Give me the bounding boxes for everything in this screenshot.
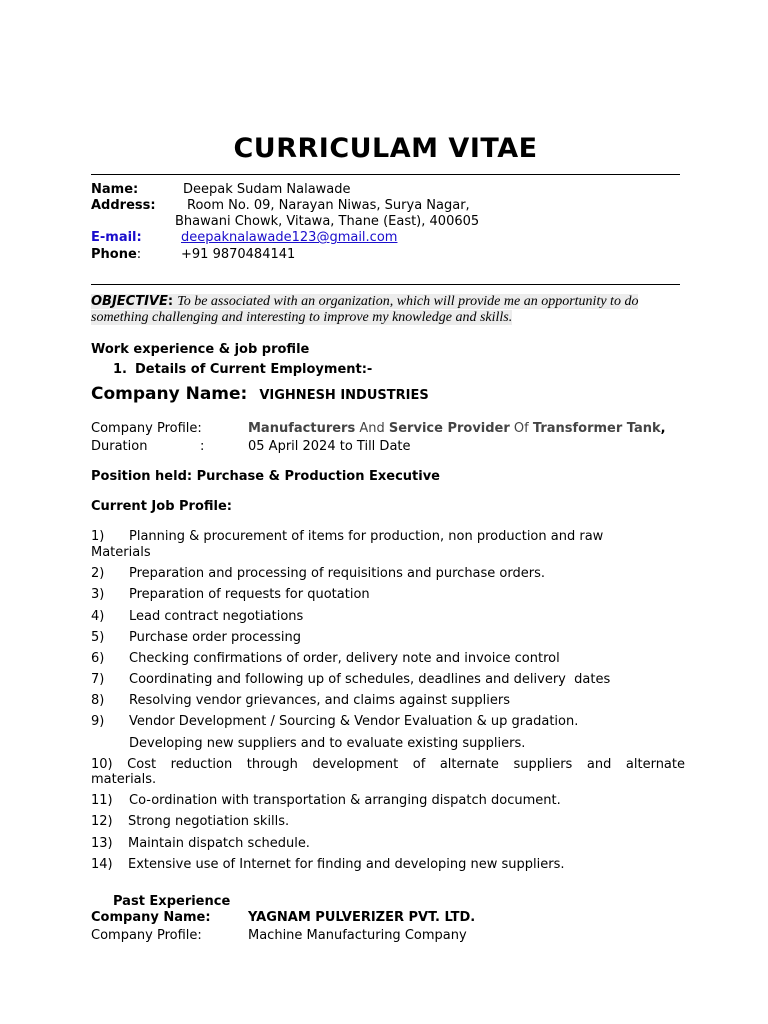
name-label: Name: — [91, 182, 139, 197]
list-item-14-text: Extensive use of Internet for finding and developing new suppliers. — [128, 857, 565, 872]
company-profile-label: Company Profile: — [91, 421, 202, 436]
address-line-2: Bhawani Chowk, Vitawa, Thane (East), 400605 — [175, 214, 480, 229]
list-item-continuation: Materials — [91, 545, 151, 560]
profile-part-6: , — [660, 421, 666, 436]
email-label: E-mail: — [91, 230, 142, 245]
profile-part-4: Of — [513, 421, 529, 436]
past-profile-label: Company Profile: — [91, 928, 202, 943]
profile-part-3: Service Provider — [388, 421, 510, 436]
list-item-number: 9) — [91, 714, 105, 729]
objective-text-2: something challenging and interesting to improve my knowledge and skills. — [91, 310, 513, 325]
list-item-14-number: 14) — [91, 857, 113, 872]
name-value: Deepak Sudam Nalawade — [183, 182, 351, 197]
list-item-text: Developing new suppliers and to evaluate existing suppliers. — [129, 736, 526, 751]
document-title: CURRICULAM VITAE — [233, 133, 538, 164]
list-item-number: 1) — [91, 529, 105, 544]
position-held: Position held: Purchase & Production Executive — [91, 469, 440, 484]
list-item — [91, 529, 685, 563]
objective-colon: : — [167, 294, 174, 309]
list-item-12-text: Strong negotiation skills. — [128, 814, 290, 829]
list-item-13-text: Maintain dispatch schedule. — [128, 836, 310, 851]
list-item-text: Lead contract negotiations — [129, 609, 304, 624]
company-profile-value — [248, 421, 666, 436]
profile-part-1: Manufacturers — [248, 421, 356, 436]
list-item-text: Planning & procurement of items for production, non production and raw — [129, 529, 604, 544]
list-item-10-line-2: materials. — [91, 772, 157, 787]
objective-section — [91, 294, 685, 326]
job-profile-heading: Current Job Profile: — [91, 499, 233, 514]
duration-value: 05 April 2024 to Till Date — [248, 439, 411, 454]
past-experience-heading: Past Experience — [113, 894, 231, 909]
list-item-number: 8) — [91, 693, 105, 708]
current-employment-num: 1. — [113, 362, 127, 377]
objective-line-1 — [91, 294, 638, 309]
phone-label — [91, 247, 141, 262]
title-divider — [91, 174, 680, 175]
phone-label-colon: : — [136, 247, 142, 262]
list-item-number: 2) — [91, 566, 105, 581]
email-link[interactable]: deepaknalawade123@gmail.com — [181, 230, 398, 245]
address-label: Address: — [91, 198, 156, 213]
duration-colon: : — [200, 439, 205, 454]
work-heading: Work experience & job profile — [91, 342, 310, 357]
list-item-11-text: Co-ordination with transportation & arranging dispatch document. — [129, 793, 561, 808]
list-item-number: 4) — [91, 609, 105, 624]
list-item-13-number: 13) — [91, 836, 113, 851]
list-item-text: Purchase order processing — [129, 630, 302, 645]
phone-label-text: Phone — [91, 247, 137, 262]
company-name-value: VIGHNESH INDUSTRIES — [259, 388, 429, 403]
list-item-11-number: 11) — [91, 793, 113, 808]
list-item-number: 5) — [91, 630, 105, 645]
profile-part-2: And — [359, 421, 385, 436]
list-item-text: Checking confirmations of order, delivery note and invoice control — [129, 651, 560, 666]
list-item-text: Preparation and processing of requisitions and purchase orders. — [129, 566, 545, 581]
company-name-row — [91, 384, 429, 404]
list-item-12-number: 12) — [91, 814, 113, 829]
past-company-name: YAGNAM PULVERIZER PVT. LTD. — [248, 910, 476, 925]
current-employment-heading: Details of Current Employment:- — [135, 362, 373, 377]
past-profile-value: Machine Manufacturing Company — [248, 928, 467, 943]
list-item-text: Coordinating and following up of schedules, deadlines and delivery dates — [129, 672, 611, 687]
list-item-text: Resolving vendor grievances, and claims against suppliers — [129, 693, 511, 708]
phone-value: +91 9870484141 — [181, 247, 296, 262]
list-item-number: 3) — [91, 587, 105, 602]
objective-label: OBJECTIVE — [91, 294, 168, 309]
duration-label: Duration — [91, 439, 148, 454]
address-line-1: Room No. 09, Narayan Niwas, Surya Nagar, — [187, 198, 470, 213]
list-item-number: 6) — [91, 651, 105, 666]
objective-text-1: To be associated with an organization, which will provide me an opportunity to do — [177, 294, 639, 309]
list-item-number: 7) — [91, 672, 105, 687]
profile-part-5: Transformer Tank — [532, 421, 661, 436]
contact-divider — [91, 284, 680, 285]
company-name-label: Company Name: — [91, 384, 248, 404]
past-company-label: Company Name: — [91, 910, 211, 925]
list-item-10-line-1: 10) Cost reduction through development of alternate suppliers and alternate — [91, 757, 685, 772]
list-item-text: Vendor Development / Sourcing & Vendor Evaluation & up gradation. — [129, 714, 579, 729]
list-item-text: Preparation of requests for quotation — [129, 587, 370, 602]
